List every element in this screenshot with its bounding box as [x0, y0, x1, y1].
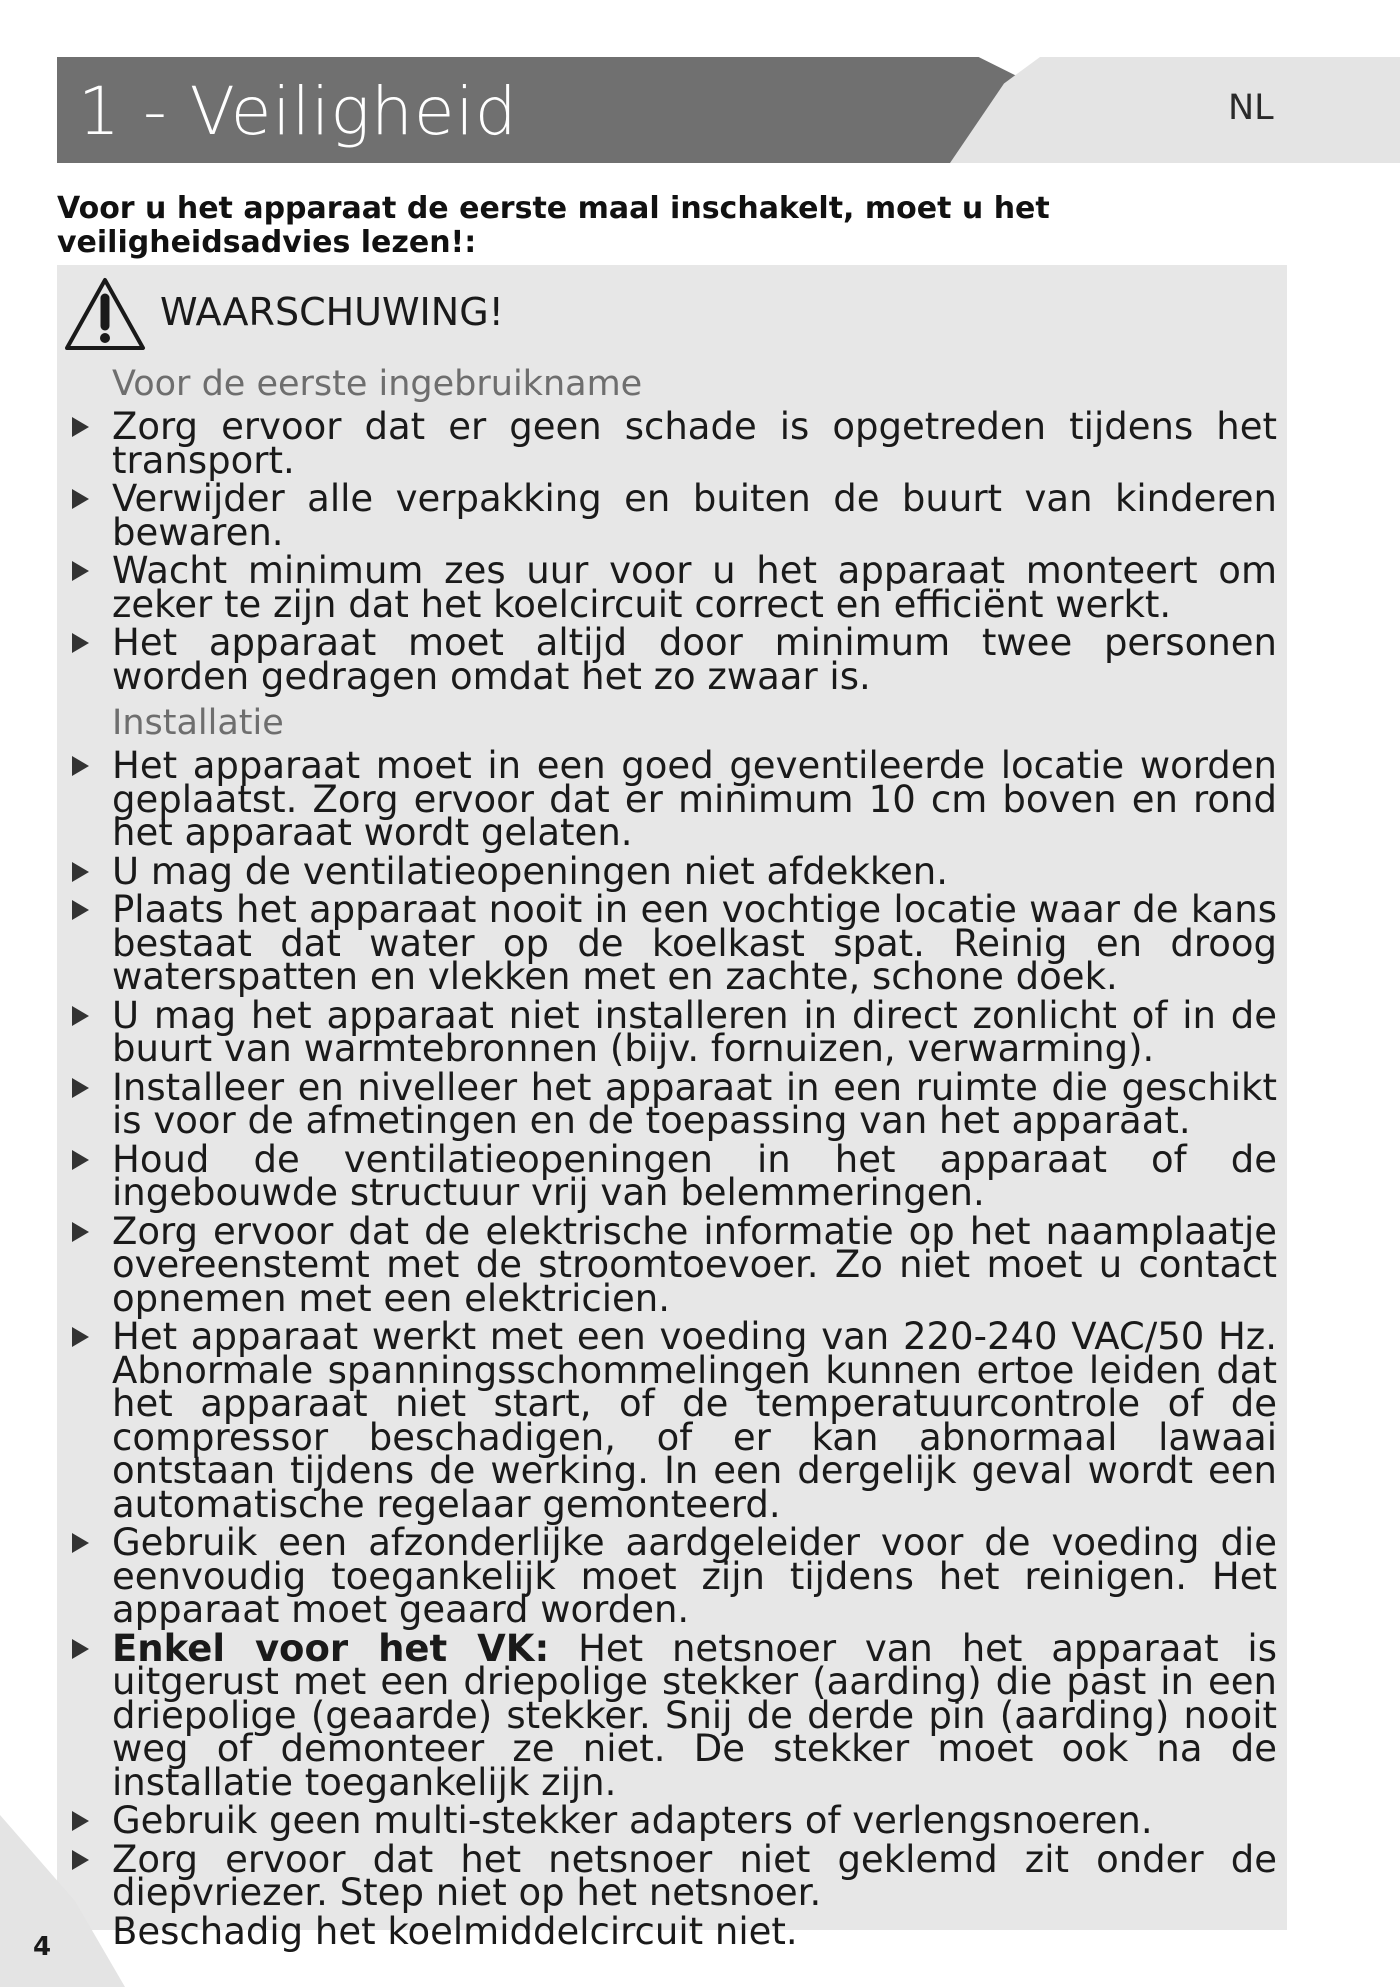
list-item-text: Het netsnoer van het apparaat is uitgerust met een driepolige stekker (aarding) die past in een driepolige (geaarde) stekker. Snij de derde pin (aarding) nooit weg of demonteer ze niet. De stekker moet ook na de installatie toegankelijk zijn. — [112, 1626, 1277, 1804]
section-title-first-use: Voor de eerste ingebruikname — [112, 364, 643, 404]
list-item-text: Wacht minimum zes uur voor u het apparaat monteert om zeker te zijn dat het koelcircuit correct en efficiënt werkt. — [112, 549, 1277, 626]
section-title-installation: Installatie — [112, 703, 284, 743]
intro-text: Voor u het apparaat de eerste maal inschakelt, moet u het veiligheidsadvies lezen!: — [57, 191, 1050, 260]
list-item-text: Gebruik geen multi-stekker adapters of verlengsnoeren. — [112, 1799, 1153, 1842]
list-item — [62, 1799, 1277, 1842]
warning-triangle-icon — [63, 276, 147, 352]
bullet-arrow-icon — [72, 489, 89, 509]
list-item-text: Het apparaat moet altijd door minimum twee personen worden gedragen omdat het zo zwaar is. — [112, 621, 1277, 698]
list-item-text: Verwijder alle verpakking en buiten de buurt van kinderen bewaren. — [112, 477, 1277, 554]
list-item — [62, 888, 1277, 998]
list-item-text: Het apparaat moet in een goed geventileerde locatie worden geplaatst. Zorg ervoor dat er minimum 10 cm boven en rond het apparaat wordt gelaten. — [112, 744, 1277, 854]
page-title: 1 - Veiligheid — [78, 73, 518, 150]
list-item-text: Plaats het apparaat nooit in een vochtige locatie waar de kans bestaat dat water op de koelkast spat. Reinig en droog waterspatten en vlekken met en zachte, schone doek. — [112, 888, 1277, 998]
bullet-arrow-icon — [72, 1078, 89, 1098]
bullet-arrow-icon — [72, 900, 89, 920]
list-item-text: Beschadig het koelmiddelcircuit niet. — [112, 1909, 798, 1953]
bullet-arrow-icon — [72, 1850, 89, 1870]
list-item — [62, 1521, 1277, 1631]
list-item-text: U mag de ventilatieopeningen niet afdekken. — [112, 849, 948, 893]
list-item-text: Zorg ervoor dat het netsnoer niet geklemd zit onder de diepvriezer. Step niet op het netsnoer. — [112, 1837, 1277, 1914]
bullet-arrow-icon — [72, 1811, 89, 1831]
language-tab — [950, 57, 1400, 163]
list-item-text: Houd de ventilatieopeningen in het apparaat of de ingebouwde structuur vrij van belemmeringen. — [112, 1137, 1277, 1214]
bullet-arrow-icon — [72, 862, 89, 882]
list-item — [62, 744, 1277, 854]
list-item-text: Zorg ervoor dat er geen schade is opgetreden tijdens het transport. — [112, 405, 1277, 482]
list-item — [62, 849, 1277, 893]
bullet-arrow-icon — [72, 1327, 89, 1347]
installation-list — [62, 744, 1277, 1953]
list-item — [62, 1065, 1277, 1142]
bullet-arrow-icon — [72, 756, 89, 776]
list-item-text: Gebruik een afzonderlijke aardgeleider voor de voeding die eenvoudig toegankelijk moet zijn tijdens het reinigen. Het apparaat moet geaard worden. — [112, 1521, 1277, 1631]
bullet-arrow-icon — [72, 1006, 89, 1026]
bullet-arrow-icon — [72, 1150, 89, 1170]
list-item — [62, 1137, 1277, 1214]
list-item-text: Installeer en nivelleer het apparaat in een ruimte die geschikt is voor de afmetingen en de toepassing van het apparaat. — [112, 1065, 1277, 1142]
warning-title: WAARSCHUWING! — [160, 290, 504, 334]
list-item — [62, 993, 1277, 1070]
list-item-text: Zorg ervoor dat de elektrische informatie op het naamplaatje overeenstemt met de stroomtoevoer. Zo niet moet u contact opnemen met een elektricien. — [112, 1209, 1277, 1320]
uk-only-label: Enkel voor het VK: — [112, 1626, 550, 1670]
bullet-arrow-icon — [72, 1533, 89, 1553]
list-item — [62, 1315, 1277, 1526]
list-item — [62, 477, 1277, 554]
bullet-arrow-icon — [72, 633, 89, 653]
list-item — [62, 1209, 1277, 1320]
list-item — [62, 405, 1277, 482]
list-item — [62, 621, 1277, 698]
bullet-arrow-icon — [72, 561, 89, 581]
list-item — [62, 549, 1277, 626]
warning-content — [62, 362, 1277, 1953]
page-number: 4 — [33, 1932, 52, 1962]
bullet-arrow-icon — [72, 1222, 89, 1242]
first-use-list — [62, 405, 1277, 698]
list-item — [62, 1837, 1277, 1914]
language-code: NL — [1228, 88, 1274, 128]
list-item-uk — [62, 1626, 1277, 1804]
list-item — [62, 1909, 1277, 1953]
bullet-arrow-icon — [72, 1639, 89, 1659]
list-item-text: U mag het apparaat niet installeren in direct zonlicht of in de buurt van warmtebronnen (bijv. fornuizen, verwarming). — [112, 993, 1277, 1070]
list-item-text: Het apparaat werkt met een voeding van 220-240 VAC/50 Hz. Abnormale spanningsschommelingen kunnen ertoe leiden dat het apparaat niet start, of de temperatuurcontrole of de compressor beschadigen, of er kan abnormaal lawaai ontstaan tijdens de werking. In een dergelijk geval wordt een automatische regelaar gemonteerd. — [112, 1315, 1277, 1526]
bullet-arrow-icon — [72, 417, 89, 437]
